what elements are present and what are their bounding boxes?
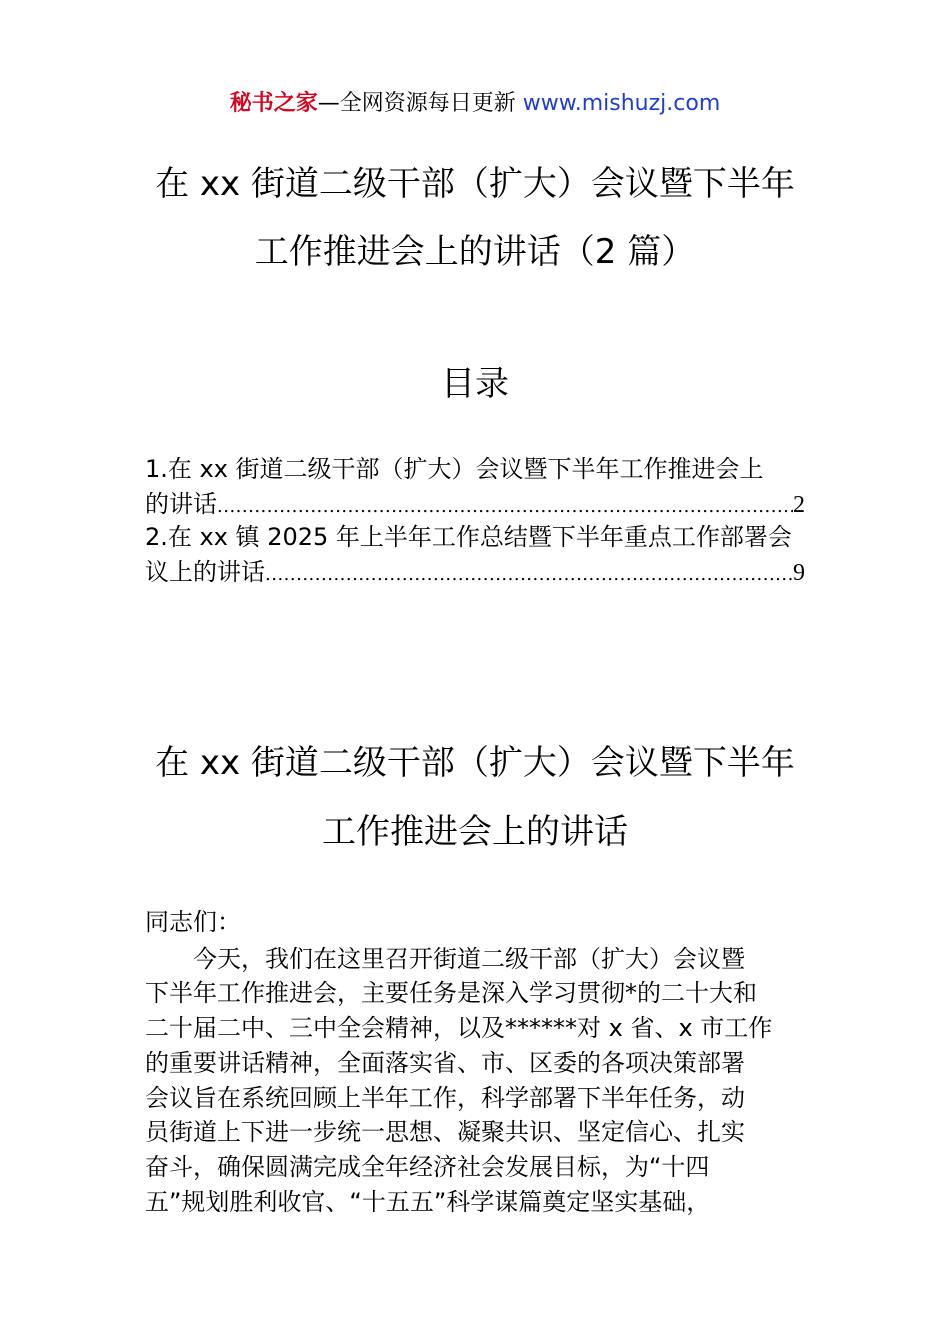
toc-dot-leader: [217, 489, 793, 524]
body-text-line: 奋斗，确保圆满完成全年经济社会发展目标，为“十四: [145, 1153, 710, 1181]
greeting: 同志们：: [145, 908, 241, 936]
toc-heading: 目录: [441, 364, 509, 404]
doc-title-line-1: 在 xx 街道二级干部（扩大）会议暨下半年: [155, 164, 795, 204]
toc-entry-text: 议上的讲话: [145, 558, 265, 586]
toc-entry-text: 1.在 xx 街道二级干部（扩大）会议暨下半年工作推进会上: [145, 455, 764, 483]
toc-dot-leader: [265, 557, 793, 592]
body-text-line: 会议旨在系统回顾上半年工作，科学部署下半年任务，动: [145, 1084, 745, 1112]
body-text-line: 今天，我们在这里召开街道二级干部（扩大）会议暨: [193, 945, 745, 973]
body-text-line: 五”规划胜利收官、“十五五”科学谋篇奠定坚实基础，: [145, 1188, 711, 1216]
header-slogan: —全网资源每日更新: [317, 91, 523, 116]
body-text-line: 二十届二中、三中全会精神，以及******对 x 省、x 市工作: [145, 1014, 773, 1042]
body-text-line: 下半年工作推进会，主要任务是深入学习贯彻*的二十大和: [145, 979, 757, 1007]
article-title-line-2: 工作推进会上的讲话: [322, 812, 628, 852]
toc-entry-text: 的讲话: [145, 490, 217, 518]
body-text-line: 员街道上下进一步统一思想、凝聚共识、坚定信心、扎实: [145, 1118, 745, 1146]
toc-entry-1[interactable]: [145, 452, 805, 522]
site-url-link[interactable]: www.mishuzj.com: [522, 91, 721, 116]
toc-entry-2[interactable]: [145, 520, 805, 590]
toc-entry-text: 2.在 xx 镇 2025 年上半年工作总结暨下半年重点工作部署会: [145, 523, 792, 551]
body-text-line: 的重要讲话精神，全面落实省、市、区委的各项决策部署: [145, 1049, 745, 1077]
toc-page-number: 9: [793, 560, 805, 586]
toc-page-number: 2: [793, 492, 805, 518]
brand-name: 秘书之家: [229, 91, 318, 116]
doc-title-line-2: 工作推进会上的讲话（2 篇）: [254, 232, 696, 272]
site-header: [0, 88, 950, 120]
article-title-line-1: 在 xx 街道二级干部（扩大）会议暨下半年: [155, 743, 795, 783]
